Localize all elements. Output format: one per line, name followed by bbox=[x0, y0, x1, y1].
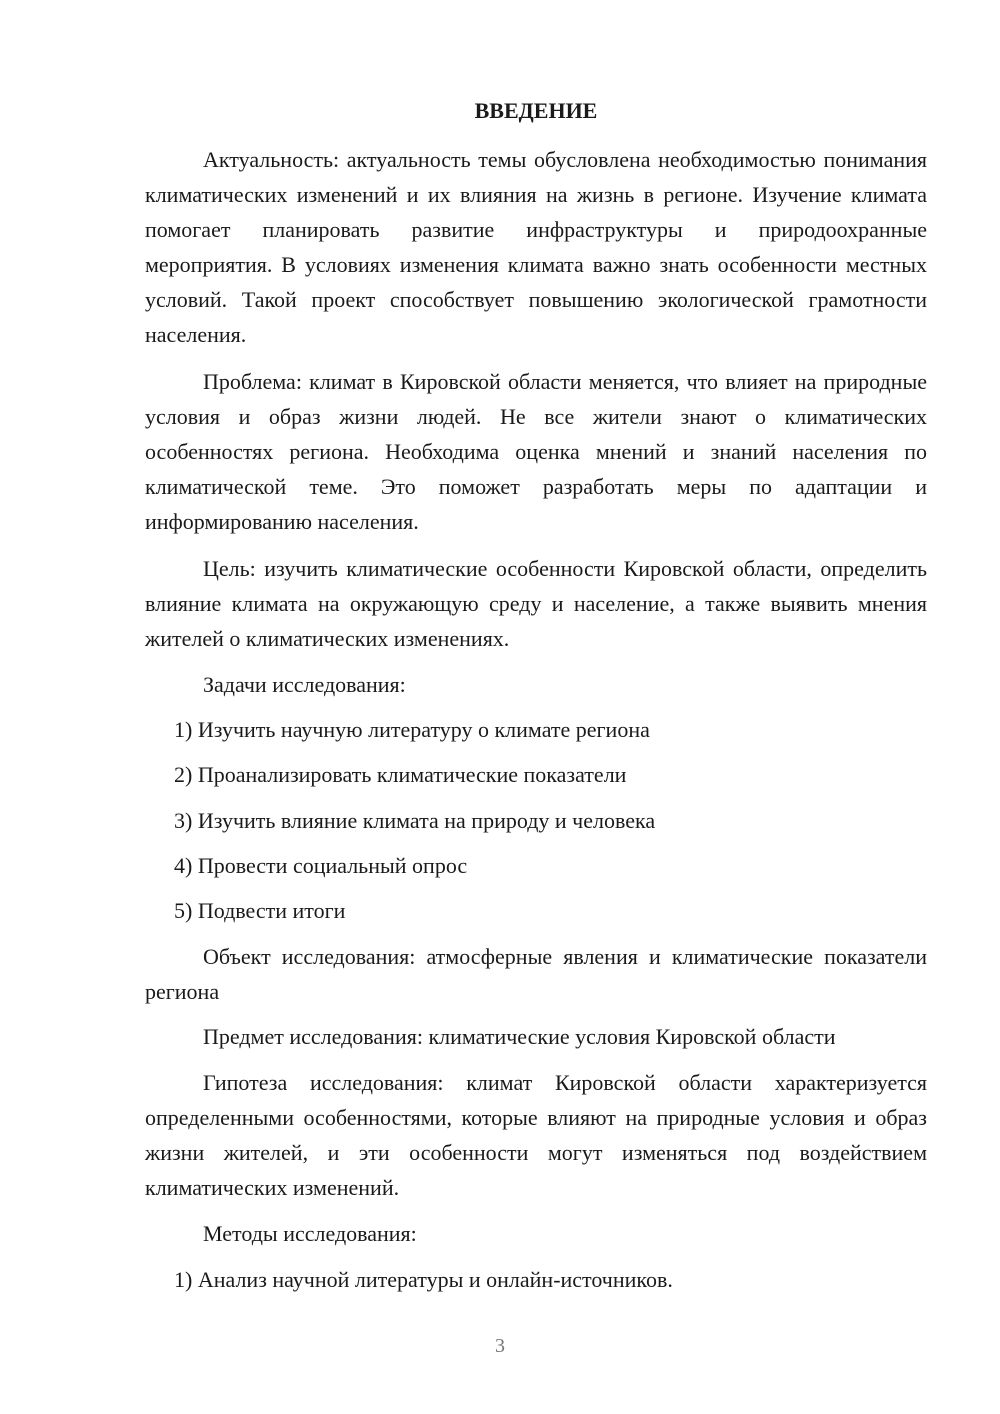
task-item-2: 2) Проанализировать климатические показатели bbox=[174, 762, 627, 787]
paragraph-hypothesis: Гипотеза исследования: климат Кировской области характеризуется определенными особенностями, которые влияют на природные условия и образ жизни жителей, и эти особенности могут изменяться под воздействием климатических изменений. bbox=[145, 1070, 927, 1200]
tasks-heading: Задачи исследования: bbox=[203, 672, 406, 697]
methods-heading: Методы исследования: bbox=[203, 1221, 417, 1246]
method-item-1: 1) Анализ научной литературы и онлайн-источников. bbox=[174, 1267, 673, 1292]
page-number: 3 bbox=[495, 1335, 505, 1357]
task-item-5: 5) Подвести итоги bbox=[174, 898, 346, 923]
task-item-3: 3) Изучить влияние климата на природу и человека bbox=[174, 808, 656, 833]
page-title: ВВЕДЕНИЕ bbox=[474, 98, 598, 123]
task-item-4: 4) Провести социальный опрос bbox=[174, 853, 468, 878]
paragraph-object: Объект исследования: атмосферные явления и климатические показатели региона bbox=[145, 944, 927, 1004]
paragraph-goal: Цель: изучить климатические особенности Кировской области, определить влияние климата на окружающую среду и население, а также выявить мнения жителей о климатических изменениях. bbox=[145, 556, 927, 651]
paragraph-relevance: Актуальность: актуальность темы обусловлена необходимостью понимания климатических изменений и их влияния на жизнь в регионе. Изучение климата помогает планировать развитие инфраструктуры и природоохранные мероприятия. В условиях изменения климата важно знать особенности местных условий. Такой проект способствует повышению экологической грамотности населения. bbox=[145, 147, 927, 347]
paragraph-problem: Проблема: климат в Кировской области меняется, что влияет на природные условия и образ жизни людей. Не все жители знают о климатических особенностях региона. Необходима оценка мнений и знаний населения по климатической теме. Это поможет разработать меры по адаптации и информированию населения. bbox=[145, 369, 927, 534]
paragraph-subject: Предмет исследования: климатические условия Кировской области bbox=[203, 1024, 836, 1049]
task-item-1: 1) Изучить научную литературу о климате региона bbox=[174, 717, 650, 742]
